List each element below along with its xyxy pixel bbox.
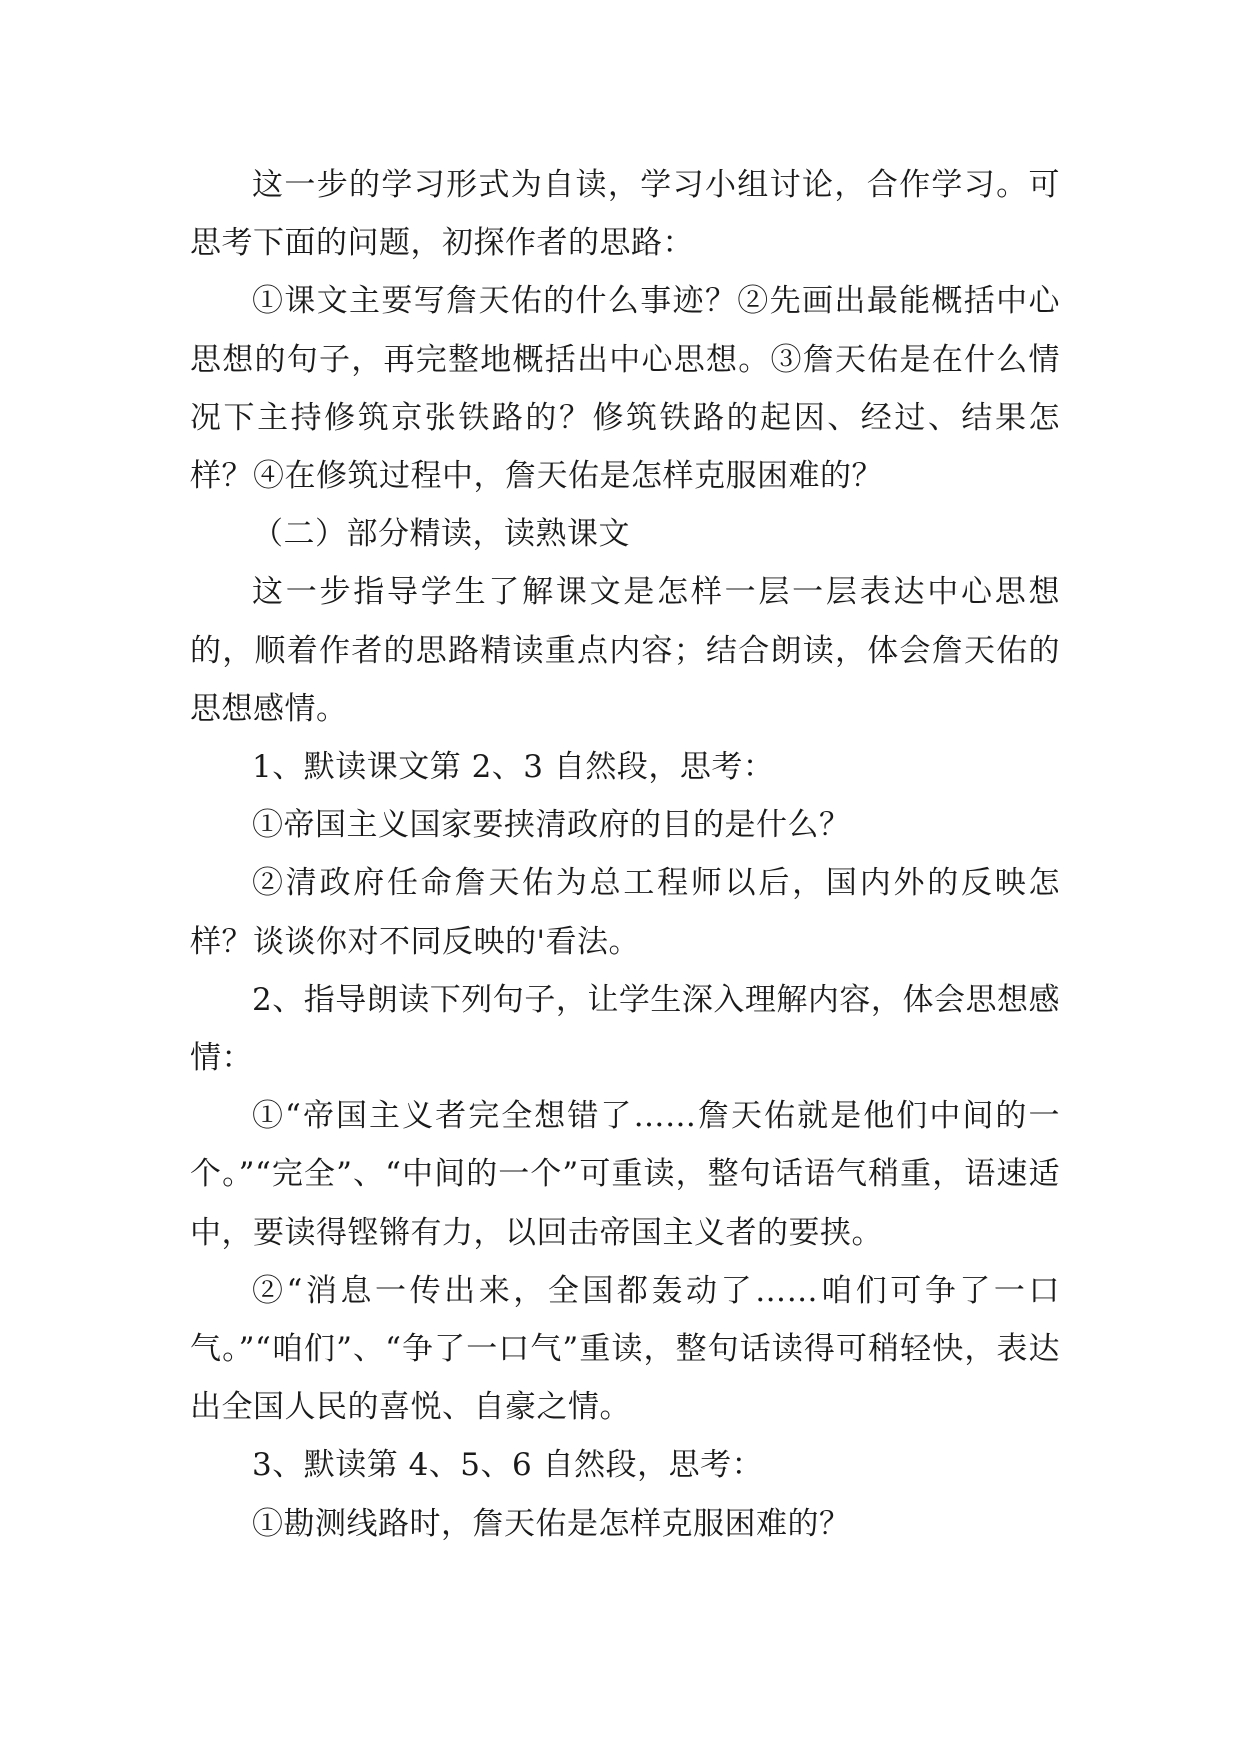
task-1-question-1: ①帝国主义国家要挟清政府的目的是什么？ xyxy=(252,807,851,844)
paragraph-guiding-questions: ①课文主要写詹天佑的什么事迹？②先画出最能概括中心思想的句子，再完整地概括出中心思想。③詹天佑是在什么情况下主持修筑京张铁路的？修筑铁路的起因、经过、结果怎样？④在修筑过程中，詹天佑是怎样克服困难的？ xyxy=(190,283,1060,495)
paragraph-study-method: 这一步的学习形式为自读，学习小组讨论，合作学习。可思考下面的问题，初探作者的思路： xyxy=(190,167,1060,262)
task-1-heading: 1、默读课文第 2、3 自然段，思考： xyxy=(252,749,775,786)
task-2-heading: 2、指导朗读下列句子，让学生深入理解内容，体会思想感情： xyxy=(190,981,1060,1077)
section-heading-partial-reading: （二）部分精读，读熟课文 xyxy=(252,516,630,553)
task-1-question-2: ②清政府任命詹天佑为总工程师以后，国内外的反映怎样？谈谈你对不同反映的'看法。 xyxy=(190,865,1060,960)
task-2-sentence-2: ②“消息一传出来，全国都轰动了……咱们可争了一口气。”“咱们”、“争了一口气”重读，整句话读得可稍轻快，表达出全国人民的喜悦、自豪之情。 xyxy=(190,1272,1060,1426)
task-3-heading: 3、默读第 4、5、6 自然段，思考： xyxy=(252,1447,764,1484)
paragraph-reading-guidance: 这一步指导学生了解课文是怎样一层一层表达中心思想的，顺着作者的思路精读重点内容；结合朗读，体会詹天佑的思想感情。 xyxy=(190,574,1060,727)
document-body xyxy=(190,156,1060,1553)
task-3-question-1: ①勘测线路时，詹天佑是怎样克服困难的？ xyxy=(252,1505,851,1542)
task-2-sentence-1: ①“帝国主义者完全想错了……詹天佑就是他们中间的一个。”“完全”、“中间的一个”可重读，整句话语气稍重，语速适中，要读得铿锵有力，以回击帝国主义者的要挟。 xyxy=(190,1098,1060,1251)
